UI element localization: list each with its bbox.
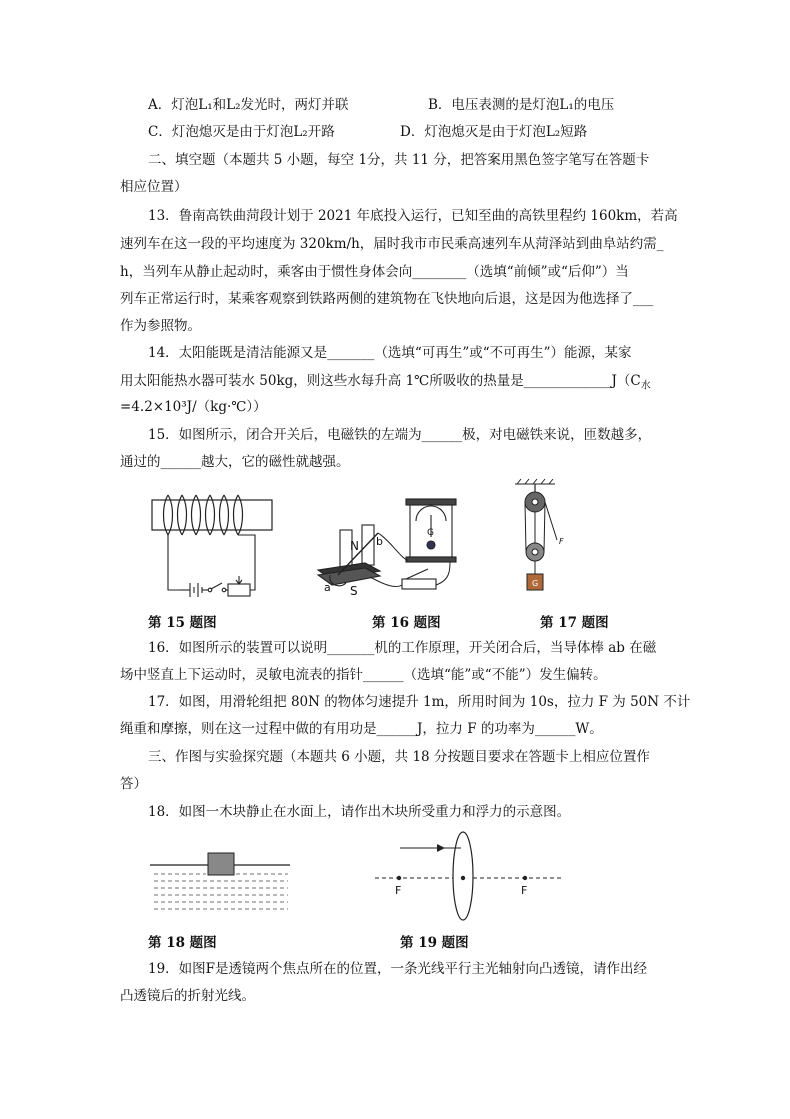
figure-19-convex-lens — [375, 830, 565, 922]
q18-line-1: 18．如图一木块静止在水面上，请作出木块所受重力和浮力的示意图。 — [148, 804, 571, 820]
fig16-label: 第 16 题图 — [372, 615, 441, 631]
figure-16-generator — [310, 485, 470, 600]
q14-line-1: 14．太阳能既是清洁能源又是_______（选填“可再生”或“不可再生”）能源，某家 — [148, 345, 632, 361]
ceiling — [515, 479, 555, 484]
figure-17-pulley — [505, 478, 585, 608]
option-b: B．电压表测的是灯泡L₁的电压 — [428, 97, 615, 113]
q14-line-3: =4.2×10³J/（kg·℃）） — [120, 399, 267, 415]
option-d: D．灯泡熄灭是由于灯泡L₂短路 — [400, 124, 588, 140]
galvanometer-g: G — [427, 528, 434, 538]
q17-line-1: 17．如图，用滑轮组把 80N 的物体匀速提升 1m，所用时间为 10s，拉力 F 为 50N 不计 — [148, 694, 691, 710]
section-2-heading-cont: 相应位置） — [120, 179, 188, 195]
fig18-label: 第 18 题图 — [148, 935, 217, 951]
q14-line-2-text: 用太阳能热水器可装水 50kg，则这些水每升高 1℃所吸收的热量是_____________J（C — [120, 373, 641, 389]
q15-line-1: 15．如图所示，闭合开关后，电磁铁的左端为______极，对电磁铁来说，匝数越多， — [148, 427, 652, 443]
q19-line-2: 凸透镜后的折射光线。 — [120, 988, 255, 1004]
force-f: F — [559, 537, 564, 546]
q13-line-5: 作为参照物。 — [120, 318, 201, 334]
q19-line-1: 19．如图F是透镜两个焦点所在的位置，一条光线平行主光轴射向凸透镜，请作出经 — [148, 961, 648, 977]
q16-line-1: 16．如图所示的装置可以说明_______机的工作原理，开关闭合后，当导体棒 ab 在磁 — [148, 640, 657, 656]
option-a: A．灯泡L₁和L₂发光时，两灯并联 — [148, 97, 349, 113]
wooden-block — [208, 853, 234, 875]
water-dashes — [154, 874, 288, 909]
section-3-heading-cont: 答） — [120, 776, 147, 792]
label-n: N — [350, 539, 359, 553]
ropes — [525, 502, 557, 574]
q13-line-4: 列车正常运行时，某乘客观察到铁路两侧的建筑物在飞快地向后退，这是因为他选择了___ — [120, 291, 654, 307]
figure-18-block-on-water — [150, 850, 295, 915]
q13-line-2: 速列车在这一段的平均速度为 320km/h，届时我市市民乘高速列车从菏泽站到曲阜站约需_ — [120, 236, 664, 252]
q14-water-subscript: 水 — [640, 380, 651, 392]
option-c: C．灯泡熄灭是由于灯泡L₂开路 — [148, 124, 335, 140]
focus-left: F — [395, 884, 402, 897]
q16-line-2: 场中竖直上下运动时，灵敏电流表的指针______（选填“能”或“不能”）发生偏转。 — [120, 667, 607, 683]
section-3-heading: 三、作图与实验探究题（本题共 6 小题，共 18 分按题目要求在答题卡上相应位置作 — [148, 749, 650, 765]
fig17-label: 第 17 题图 — [540, 615, 609, 631]
label-a: a — [324, 581, 331, 594]
section-2-heading: 二、填空题（本题共 5 小题，每空 1分，共 11 分，把答案用黑色签字笔写在答题卡 — [148, 152, 650, 168]
weight-g: G — [532, 579, 539, 588]
horseshoe-magnet — [318, 525, 380, 586]
q13-line-1: 13．鲁南高铁曲菏段计划于 2021 年底投入运行，已知至曲的高铁里程约 160km，若高 — [148, 208, 678, 224]
fig19-label: 第 19 题图 — [400, 935, 469, 951]
figure-15-electromagnet — [140, 490, 280, 605]
iron-core — [152, 500, 272, 530]
focus-right: F — [521, 884, 528, 897]
switch — [402, 569, 436, 589]
label-s: S — [350, 584, 358, 598]
label-b: b — [376, 535, 383, 548]
q14-line-2 — [120, 371, 651, 397]
q17-line-2: 绳重和摩擦，则在这一过程中做的有用功是______J，拉力 F 的功率为______W。 — [120, 721, 603, 737]
q15-line-2: 通过的______越大，它的磁性就越强。 — [120, 454, 350, 470]
q13-line-3: h，当列车从静止起动时，乘客由于惯性身体会向________（选填“前倾”或“后仰”）当 — [120, 264, 629, 280]
fig15-label: 第 15 题图 — [148, 615, 217, 631]
circuit-wires — [168, 535, 255, 597]
